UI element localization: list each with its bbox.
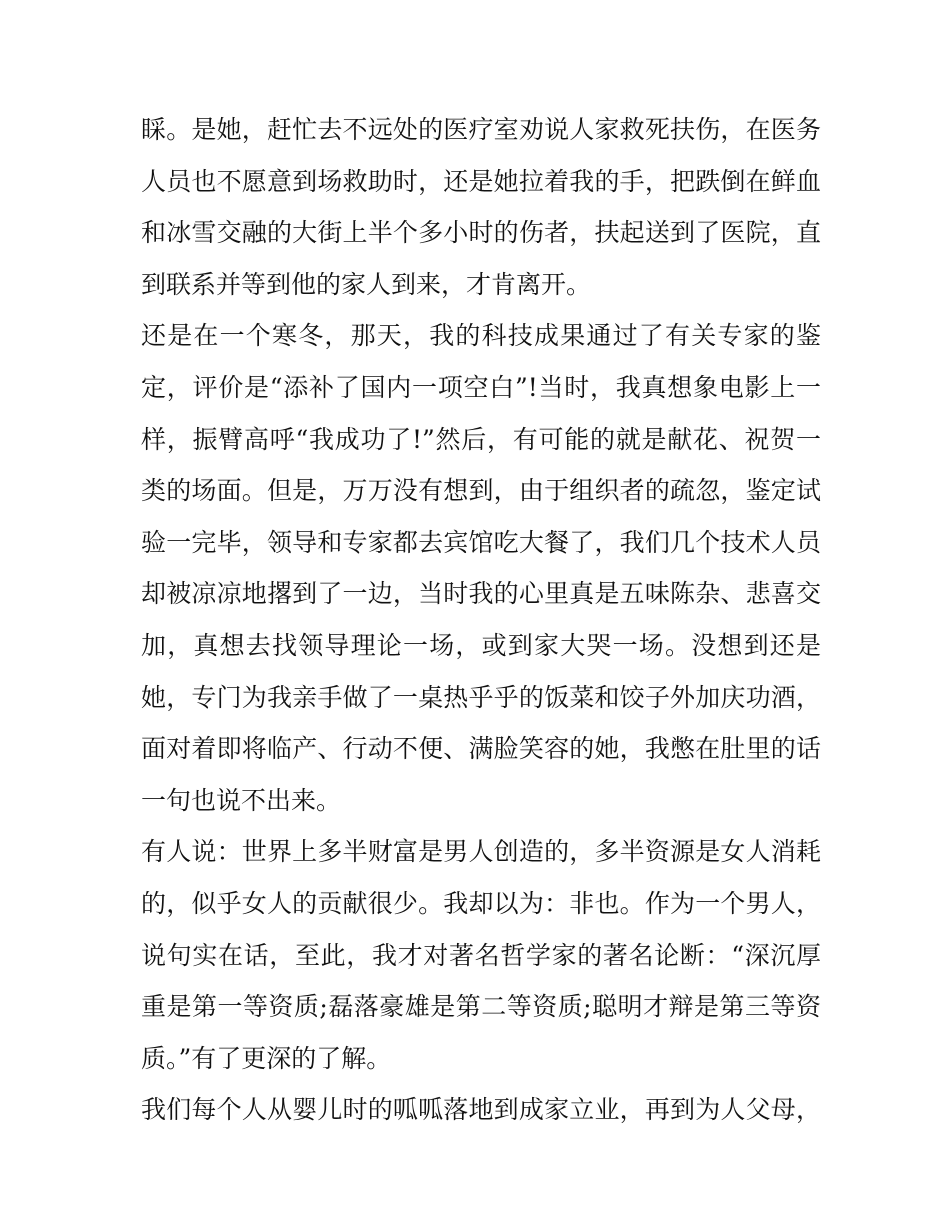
text-line: 类的场面。但是，万万没有想到，由于组织者的疏忽，鉴定试 — [141, 476, 821, 506]
text-line: 面对着即将临产、行动不便、满脸笑容的她，我憋在肚里的话 — [141, 734, 821, 764]
paragraph — [141, 1084, 821, 1136]
text-line: 到联系并等到他的家人到来，才肯离开。 — [141, 269, 592, 299]
text-line: 有人说：世界上多半财富是男人创造的，多半资源是女人消耗 — [141, 837, 821, 867]
text-line: 说句实在话，至此，我才对著名哲学家的著名论断：“深沉厚 — [141, 940, 821, 970]
paragraph — [141, 310, 821, 826]
text-line: 定，评价是“添补了国内一项空白”!当时，我真想象电影上一 — [141, 372, 821, 402]
paragraph — [141, 104, 821, 310]
text-line: 样，振臂高呼“我成功了!”然后，有可能的就是献花、祝贺一 — [141, 424, 821, 454]
text-line: 验一完毕，领导和专家都去宾馆吃大餐了，我们几个技术人员 — [141, 527, 821, 557]
text-line: 睬。是她，赶忙去不远处的医疗室劝说人家救死扶伤，在医务 — [141, 115, 821, 144]
paragraph — [141, 826, 821, 1084]
text-line: 我们每个人从婴儿时的呱呱落地到成家立业，再到为人父母， — [141, 1095, 821, 1125]
text-line: 她，专门为我亲手做了一桌热乎乎的饭菜和饺子外加庆功酒， — [141, 682, 821, 712]
text-line: 和冰雪交融的大街上半个多小时的伤者，扶起送到了医院，直 — [141, 218, 821, 248]
text-line: 加，真想去找领导理论一场，或到家大哭一场。没想到还是 — [141, 630, 821, 660]
text-line: 却被凉凉地撂到了一边，当时我的心里真是五味陈杂、悲喜交 — [141, 579, 821, 609]
text-line: 一句也说不出来。 — [141, 785, 342, 815]
body-text — [141, 104, 821, 1136]
text-line: 质。”有了更深的了解。 — [141, 1043, 392, 1073]
text-line: 还是在一个寒冬，那天，我的科技成果通过了有关专家的鉴 — [141, 321, 821, 351]
text-line: 重是第一等资质;磊落豪雄是第二等资质;聪明才辩是第三等资 — [141, 992, 821, 1022]
text-line: 人员也不愿意到场救助时，还是她拉着我的手，把跌倒在鲜血 — [141, 166, 821, 196]
text-line: 的，似乎女人的贡献很少。我却以为：非也。作为一个男人， — [141, 888, 821, 918]
